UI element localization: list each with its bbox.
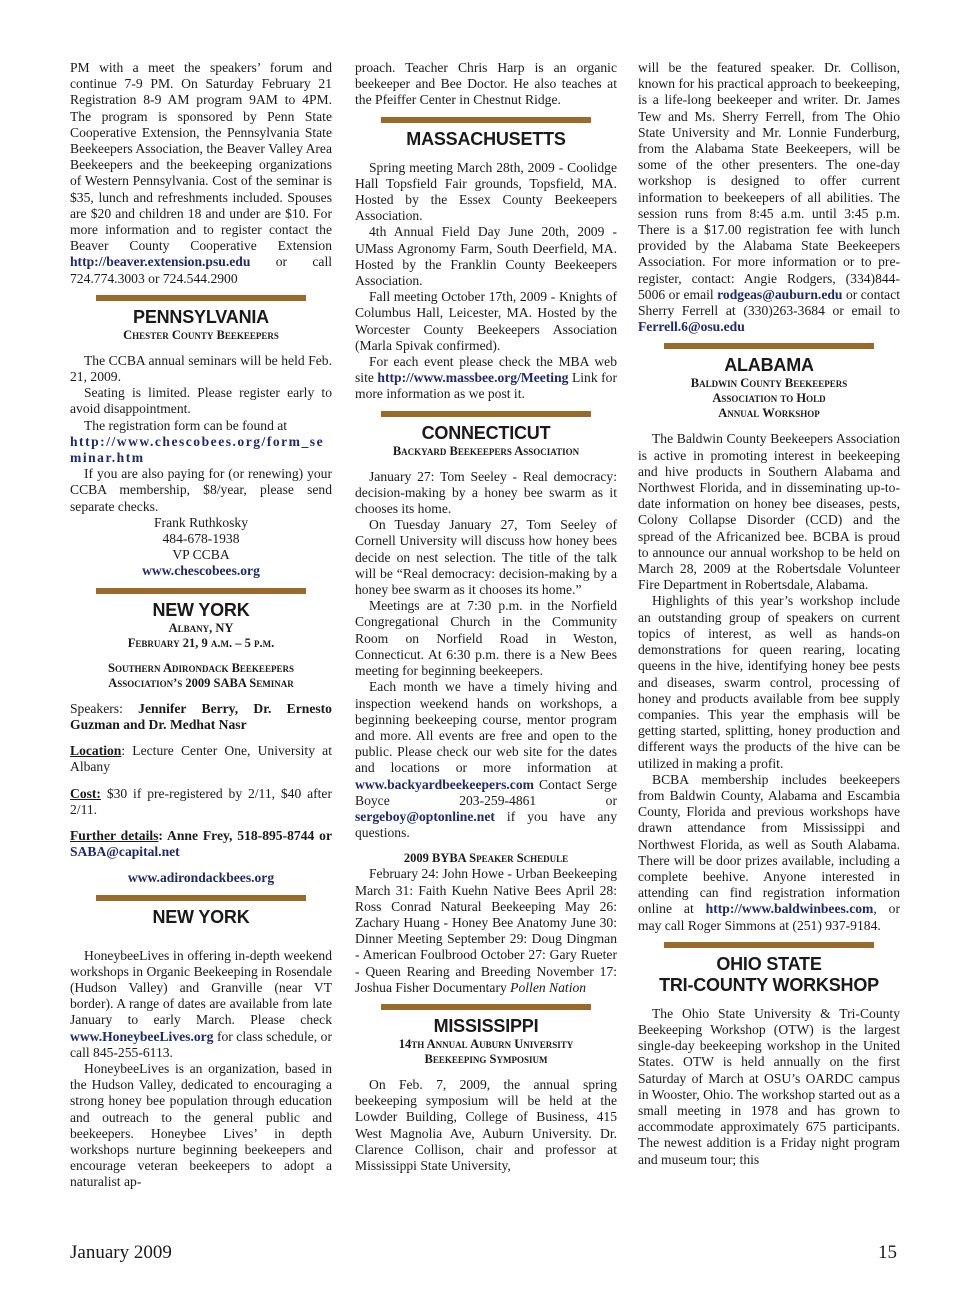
section-title-new-york-2: NEW YORK	[152, 906, 250, 927]
section-divider	[96, 588, 306, 594]
paragraph: will be the featured speaker. Dr. Collison, known for his practical approach to beekeeping, is a life-long beekeeper and writer. Dr. James Tew and Ms. Sherry Ferrell, from The Ohio State University and Mr. Lonnie Funderburg, from the Alabama State Beekeepers, will be some of the other presenters. The one-day workshop is designed to offer current information to beekeepers of all abilities. The session runs from 8:45 a.m. until 3:45 p.m. There is a $17.00 registration fee with lunch provided by the Alabama State Beekeepers Association. For more information or to pre-register, contact: Angie Rodgers, (334)844-5006 or email rodgeas@auburn.edu or contact Sherry Ferrell at (330)263-3684 or email to Ferrell.6@osu.edu	[638, 60, 901, 335]
column-3	[638, 60, 900, 1168]
section-title-massachusetts: MASSACHUSETTS	[406, 128, 566, 149]
beaver-extension-link[interactable]: http://beaver.extension.psu.edu	[70, 254, 251, 270]
section-subtitle: Beekeeping Symposium	[424, 1051, 548, 1066]
paragraph: On Feb. 7, 2009, the annual spring beekeeping symposium will be held at the Lowder Building, College of Business, 415 West Magnolia Ave, Auburn University. Dr. Clarence Collison, chair and professor at Mississippi State University,	[355, 1076, 617, 1173]
column-1	[70, 60, 332, 1191]
section-divider	[664, 343, 874, 349]
section-title-new-york: NEW YORK	[152, 599, 250, 620]
details-line: Further details: Anne Frey, 518-895-8744 or SABA@capital.net	[70, 827, 332, 860]
schedule-title: 2009 BYBA Speaker Schedule	[403, 851, 569, 866]
backyardbeekeepers-link[interactable]: www.backyardbeekeepers.com	[355, 776, 534, 792]
paragraph: For each event please check the MBA web site http://www.massbee.org/Meeting Link for more information as we post it.	[355, 354, 617, 402]
rodgeas-email-link[interactable]: rodgeas@auburn.edu	[717, 286, 843, 302]
section-divider	[381, 1004, 591, 1010]
section-subtitle: Southern Adirondack Beekeepers	[108, 660, 294, 675]
paragraph: Meetings are at 7:30 p.m. in the Norfield Congregational Church in the Community Room on Norfield Road in Weston, Connecticut. At 6:30 p.m. there is a New Bees meeting for beginning beekeepers.	[355, 598, 617, 679]
ferrell-email-link[interactable]: Ferrell.6@osu.edu	[638, 319, 745, 335]
paragraph: HoneybeeLives is an organization, based in the Hudson Valley, dedicated to encouraging a strong honey bee population through education and outreach to the general public and beekeepers. Honeybee Lives’ in depth workshops nurture beginning beekeepers and encourage veteran beekeepers to adopt a naturalist ap-	[70, 1060, 332, 1190]
paragraph: Fall meeting October 17th, 2009 - Knights of Columbus Hall, Leicester, MA. Hosted by the Worcester County Beekeepers Association (Marla Spivak confirmed).	[355, 289, 617, 353]
section-divider	[96, 895, 306, 901]
section-title-mississippi: MISSISSIPPI	[433, 1015, 539, 1036]
massbee-link[interactable]: http://www.massbee.org/Meeting	[377, 370, 569, 386]
section-divider	[381, 411, 591, 417]
section-divider	[664, 942, 874, 948]
paragraph: 4th Annual Field Day June 20th, 2009 - UMass Agronomy Farm, South Deerfield, MA. Hosted by the Franklin County Beekeepers Association.	[355, 224, 617, 289]
section-title-connecticut: CONNECTICUT	[421, 422, 551, 443]
section-subtitle: Association’s 2009 SABA Seminar	[108, 675, 294, 690]
paragraph: The CCBA annual seminars will be held Feb. 21, 2009.	[70, 352, 332, 385]
honeybeelives-link[interactable]: www.HoneybeeLives.org	[70, 1028, 214, 1044]
paragraph: HoneybeeLives in offering in-depth weekend workshops in Organic Beekeeping in Rosendale (Hudson Valley) and Granville (near VT border). A range of dates are available from late January to early March. Please check www.HoneybeeLives.org for class schedule, or call 845-255-6113.	[70, 947, 332, 1060]
column-2	[355, 60, 617, 1174]
contact-role: VP CCBA	[172, 547, 230, 563]
section-subtitle: 14th Annual Auburn University	[398, 1036, 574, 1051]
paragraph: The Baldwin County Beekeepers Association is active in promoting interest in beekeeping and hive products in Southern Alabama and Northwest Florida, and in disseminating up-to-date information on honey bee diseases, pests, Colony Collapse Disorder (CCD) and the spread of the Africanized bee. BCBA is proud to announce our annual workshop to be held on March 28, 2009 at the Robertsdale Volunteer Fire Department in Robertsdale, Alabama.	[638, 431, 900, 593]
adirondack-website-link[interactable]: www.adirondackbees.org	[127, 870, 275, 886]
location-line: Location: Lecture Center One, University at Albany	[70, 743, 332, 775]
section-date: February 21, 9 a.m. – 5 p.m.	[127, 635, 275, 650]
speaker-schedule: February 24: John Howe - Urban Beekeeping March 31: Faith Kuehn Native Bees April 28: Ross Conrad Natural Beekeeping May 26: Zachary Huang - Honey Bee Anatomy June 30: Dinner Meeting September 29: Doug Dingman - American Foulbrood October 27: Gary Rueter - Queen Rearing and Breeding November 17: Joshua Fisher Documentary Pollen Nation	[355, 866, 617, 995]
paragraph: proach. Teacher Chris Harp is an organic beekeeper and Bee Doctor. He also teaches at the Pfeiffer Center in Chestnut Ridge.	[355, 60, 617, 108]
section-divider	[381, 117, 591, 123]
baldwinbees-link[interactable]: http://www.baldwinbees.com	[705, 901, 874, 917]
cost-line: Cost: $30 if pre-registered by 2/11, $40 after 2/11.	[70, 785, 332, 817]
paragraph: Spring meeting March 28th, 2009 - Coolidge Hall Topsfield Fair grounds, Topsfield, MA. Hosted by the Essex County Beekeepers Association.	[355, 159, 617, 224]
section-subtitle: Albany, NY	[168, 620, 234, 635]
paragraph: Highlights of this year’s workshop include an outstanding group of speakers on current topics of interest, as well as hands-on demonstrations for queen rearing, locating queens in the hive, identifying honey bee pests and diseases, swarm control, processing of honey and products available from bee supply companies. This year the emphasis will be getting started, splitting, honey production and different ways the products of the hive can be utilized in making a profit.	[638, 593, 900, 771]
ccba-form-link[interactable]: http://www.chescobees.org/form_seminar.htm	[70, 433, 325, 466]
section-divider	[96, 295, 306, 301]
paragraph: January 27: Tom Seeley - Real democracy: decision-making by a honey bee swarm as it chooses its home.	[355, 468, 617, 517]
section-subtitle: Annual Workshop	[718, 406, 820, 421]
ccba-website-link[interactable]: www.chescobees.org	[142, 563, 260, 579]
paragraph: The Ohio State University & Tri-County Beekeeping Workshop (OTW) is the largest single-day beekeeping workshop in the United States. OTW is held annually on the first Saturday of March at OSU’s OARDC campus in Wooster, Ohio. The workshop started out as a small meeting in 1978 and has grown to accommodate approximately 675 participants. The newest addition is a Friday night program and museum tour; this	[638, 1005, 900, 1167]
page-number: 15	[878, 1242, 897, 1263]
footer-date: January 2009	[70, 1242, 172, 1263]
paragraph: BCBA membership includes beekeepers from Baldwin County, Alabama and Escambia County, Florida and previous workshops have drawn attendance from Mississippi and Northwest Florida, as well as South Alabama. There will be door prizes available, including a complete beehive. Anyone interested in attending can find registration information online at http://www.baldwinbees.com, or may call Roger Simmons at (251) 937-9184.	[638, 771, 901, 933]
saba-email-link[interactable]: SABA@capital.net	[70, 844, 180, 860]
section-subtitle: Chester County Beekeepers	[123, 327, 279, 342]
section-title-ohio-state: OHIO STATE	[716, 953, 822, 974]
section-title-tri-county: TRI-COUNTY WORKSHOP	[659, 974, 879, 995]
section-subtitle: Baldwin County Beekeepers	[690, 376, 848, 391]
paragraph: If you are also paying for (or renewing) your CCBA membership, $8/year, please send separate checks.	[70, 466, 332, 514]
contact-phone: 484-678-1938	[162, 531, 240, 547]
section-subtitle: Backyard Beekeepers Association	[392, 443, 580, 458]
speakers-line: Speakers: Jennifer Berry, Dr. Ernesto Guzman and Dr. Medhat Nasr	[70, 700, 332, 732]
section-subtitle: Association to Hold	[712, 391, 826, 406]
section-title-alabama: ALABAMA	[724, 355, 814, 376]
paragraph: Each month we have a timely hiving and inspection weekend hands on workshops, a beginning beekeeping course, mentor program and more. All events are free and open to the public. Please check our web site for the dates and locations or more information at www.backyardbeekeepers.com Contact Serge Boyce 203-259-4861 or sergeboy@optonline.net if you have any questions.	[355, 679, 617, 841]
serge-email-link[interactable]: sergeboy@optonline.net	[355, 808, 495, 824]
pa-intro: PM with a meet the speakers’ forum and continue 7-9 PM. On Saturday February 21 Registration 8-9 AM program 9AM to 4PM. The program is sponsored by Penn State Cooperative Extension, the Pennsylvania State Beekeepers Association, the Beaver Valley Area Beekeepers and the beekeeping organizations of Western Pennsylvania. Cost of the seminar is $35, lunch and refreshments included. Spouses are $20 and children 18 and under are $10. For more information and to register contact the Beaver County Cooperative Extension http://beaver.extension.psu.edu or call 724.774.3003 or 724.544.2900	[70, 60, 332, 286]
paragraph: The registration form can be found at	[84, 417, 288, 433]
paragraph: Seating is limited. Please register early to avoid disappointment.	[70, 385, 332, 417]
section-title-pennsylvania: PENNSYLVANIA	[133, 306, 269, 327]
contact-name: Frank Ruthkosky	[153, 514, 249, 530]
paragraph: On Tuesday January 27, Tom Seeley of Cornell University will discuss how honey bees decide on nest selection. The title of the talk will be “Real democracy: decision-making by a honey bee swarm as it chooses its home.”	[355, 517, 617, 598]
